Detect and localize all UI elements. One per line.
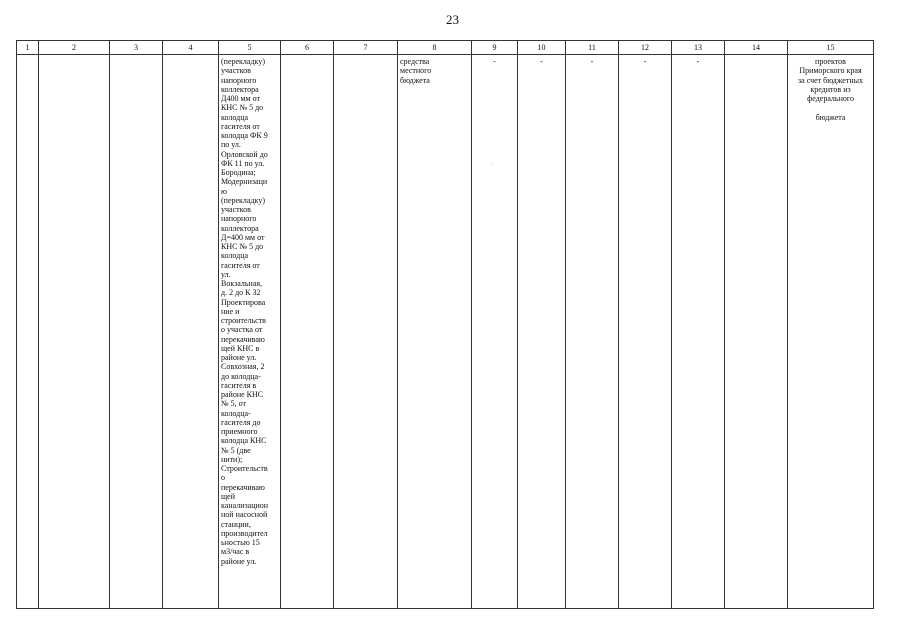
text-line: Д400 мм от [221,94,260,103]
column-header-13: 13 [672,41,725,55]
text-line: Орловской до [221,149,268,159]
column-header-8: 8 [398,41,472,55]
cell-5 [219,55,281,609]
text-line: Вокзальная, [221,279,263,288]
text-line: ю [221,186,227,196]
text-line: щей [221,491,235,501]
text-line: перекачиваю [221,334,265,344]
column-header-7: 7 [334,41,398,55]
cell-14 [725,55,788,609]
cell-4 [163,55,219,609]
cell-3 [110,55,163,609]
text-line: ул. [221,269,231,279]
cell-12 [619,55,672,609]
scan-speck: . [492,160,494,166]
text-line: колодца [221,112,249,122]
text-line: колодца КНС [221,436,267,446]
text-line: о [221,473,225,483]
text-line: станции, [221,519,251,529]
dash-value: - [540,57,543,66]
column-header-9: 9 [472,41,518,55]
text-line: по ул. [221,140,241,150]
text-line: бюджета [400,75,430,85]
table-row [17,55,874,609]
cell-1 [17,55,39,609]
text-line: Бородина; [221,168,256,177]
text-line: ние и [221,306,240,316]
cell-2 [39,55,110,609]
text-line: средства [400,57,430,66]
text-line: (перекладку) [221,195,265,205]
column-header-4: 4 [163,41,219,55]
text-line: участков [221,66,251,76]
remarks-last-line: бюджета [815,113,846,123]
text-line: Приморского края [799,66,862,76]
text-line: приемного [221,427,258,436]
page-number: 23 [446,12,459,27]
text-line: канализацион [221,501,269,510]
text-line: ной насосной [221,510,268,520]
cell-9 [472,55,518,609]
text-line: о участка от [221,325,263,335]
text-line: производител [221,528,268,538]
column-header-6: 6 [281,41,334,55]
text-line: Модернизаци [221,177,268,187]
text-line: № 5, от [221,399,247,409]
header-row [17,41,874,55]
text-line: районе КНС [221,390,264,399]
text-line: № 5 (две [221,445,251,455]
text-line: районе ул. [221,556,257,566]
dash-value: - [643,57,647,66]
text-line: перекачиваю [221,482,265,492]
column-header-11: 11 [566,41,619,55]
cell-10 [518,55,566,609]
text-line: ьностью 15 [221,538,260,547]
text-line: районе ул. [221,353,257,362]
text-line: колодца ФК 9 [221,131,268,140]
text-line: за счет бюджетных [797,75,863,85]
cell-7 [334,55,398,609]
dash-value: - [696,57,700,66]
text-line: строительств [221,316,266,325]
cell-8 [398,55,472,609]
text-line: напорного [221,214,257,224]
column-header-14: 14 [725,41,788,55]
text-line: гасителя до [221,417,261,427]
funding-source [398,55,471,85]
column-header-10: 10 [518,41,566,55]
text-line: м3/час в [221,547,250,557]
cell-6 [281,55,334,609]
text-line: КНС № 5 до [221,242,264,251]
text-line: (перекладку) [221,57,265,66]
column-header-15: 15 [788,41,874,55]
text-line: участков [221,205,251,214]
cell-13 [672,55,725,609]
text-line: ФК 11 по ул. [221,158,265,168]
column-header-2: 2 [39,41,110,55]
text-line: колодца [221,251,249,261]
text-line: Д=400 мм от [221,232,265,242]
column-header-5: 5 [219,41,281,55]
text-line: федерального [807,94,854,103]
text-line: колодца- [221,408,251,418]
text-line: гасителя от [221,260,260,270]
column-header-1: 1 [17,41,39,55]
text-line: до колодца- [221,371,261,381]
document-table [16,40,874,609]
dash-value: - [590,57,594,66]
column-header-3: 3 [110,41,163,55]
object-description [219,55,280,566]
text-line: гасителя от [221,121,260,131]
text-line: коллектора [221,84,259,94]
text-line: щей КНС в [221,343,260,353]
text-line: коллектора [221,223,259,233]
remarks [788,55,873,103]
text-line: Строительств [221,464,268,473]
text-line: напорного [221,75,257,85]
dash-value: - [493,57,496,66]
text-line: д. 2 до К 32 [221,288,261,298]
text-line: местного [400,66,432,76]
column-header-12: 12 [619,41,672,55]
text-line: Совхозная, 2 [221,362,265,372]
text-line: Проектирова [221,297,266,307]
cell-11 [566,55,619,609]
text-line: гасителя в [221,380,257,390]
cell-15 [788,55,874,609]
text-line: кредитов из [810,84,851,94]
text-line: проектов [815,57,846,66]
text-line: КНС № 5 до [221,103,264,113]
text-line: нити); [221,454,243,464]
